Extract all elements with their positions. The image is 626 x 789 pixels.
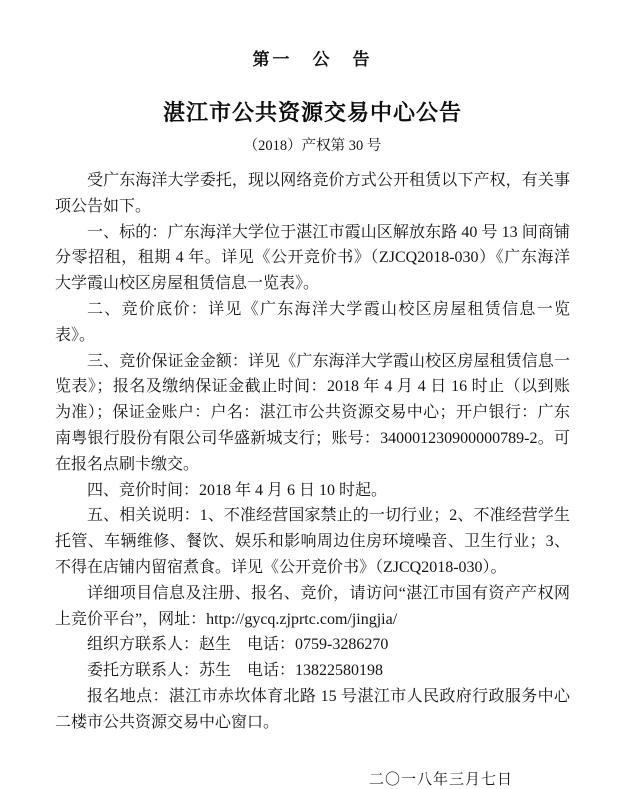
item-4-auction-time: 四、竞价时间：2018 年 4 月 6 日 10 时起。 (87, 481, 388, 499)
client-contact: 委托方联系人：苏生 电话：13822580198 (87, 662, 384, 680)
item-3-deposit: 三、竞价保证金金额：详见《广东海洋大学霞山校区房屋租赁信息一览表》；报名及缴纳保证金截止时间：2018 年 4 月 4 日 16 时止（以到账为准）；保证金账户：户名：湛江市公共资源交易中心；开户银行：广东南粤银行股份有限公司华盛新城支行；账号：340001230900000789-2。可在报名点刷卡缴交。 (55, 352, 570, 473)
signup-location: 报名地点：湛江市赤坎体育北路 15 号湛江市人民政府行政服务中心二楼市公共资源交易中心窗口。 (55, 687, 570, 731)
announcement-body (55, 168, 570, 736)
intro-paragraph: 受广东海洋大学委托，现以网络竞价方式公开租赁以下产权，有关事项公告如下。 (55, 172, 570, 215)
announcement-title: 湛江市公共资源交易中心公告 (162, 100, 462, 125)
organizer-contact: 组织方联系人：赵生 电话：0759-3286270 (87, 636, 389, 654)
item-1-subject: 一、标的：广东海洋大学位于湛江市霞山区解放东路 40 号 13 间商铺分零招租，租期 4 年。详见《公开竞价书》（ZJCQ2018-030）《广东海洋大学霞山校区房屋租赁信息一览表》。 (55, 223, 570, 293)
announcement-date: 二〇一八年三月七日 (368, 771, 513, 788)
top-heading: 第一 公 告 (252, 50, 373, 69)
item-5-notes: 五、相关说明：1、不准经营国家禁止的一切行业；2、不准经营学生托管、车辆维修、餐饮、娱乐和影响周边住房环境噪音、卫生行业；3、不得在店铺内留宿煮食。详见《公开竞价书》（ZJCQ2018-030）。 (55, 507, 570, 576)
detail-info: 详细项目信息及注册、报名、竞价，请访问“湛江市国有资产产权网上竞价平台”，网址：http://gycq.zjprtc.com/jingjia/ (55, 584, 570, 628)
item-2-base-price: 二、竞价底价：详见《广东海洋大学霞山校区房屋租赁信息一览表》。 (55, 300, 570, 344)
doc-number: （2018）产权第 30 号 (243, 138, 382, 154)
